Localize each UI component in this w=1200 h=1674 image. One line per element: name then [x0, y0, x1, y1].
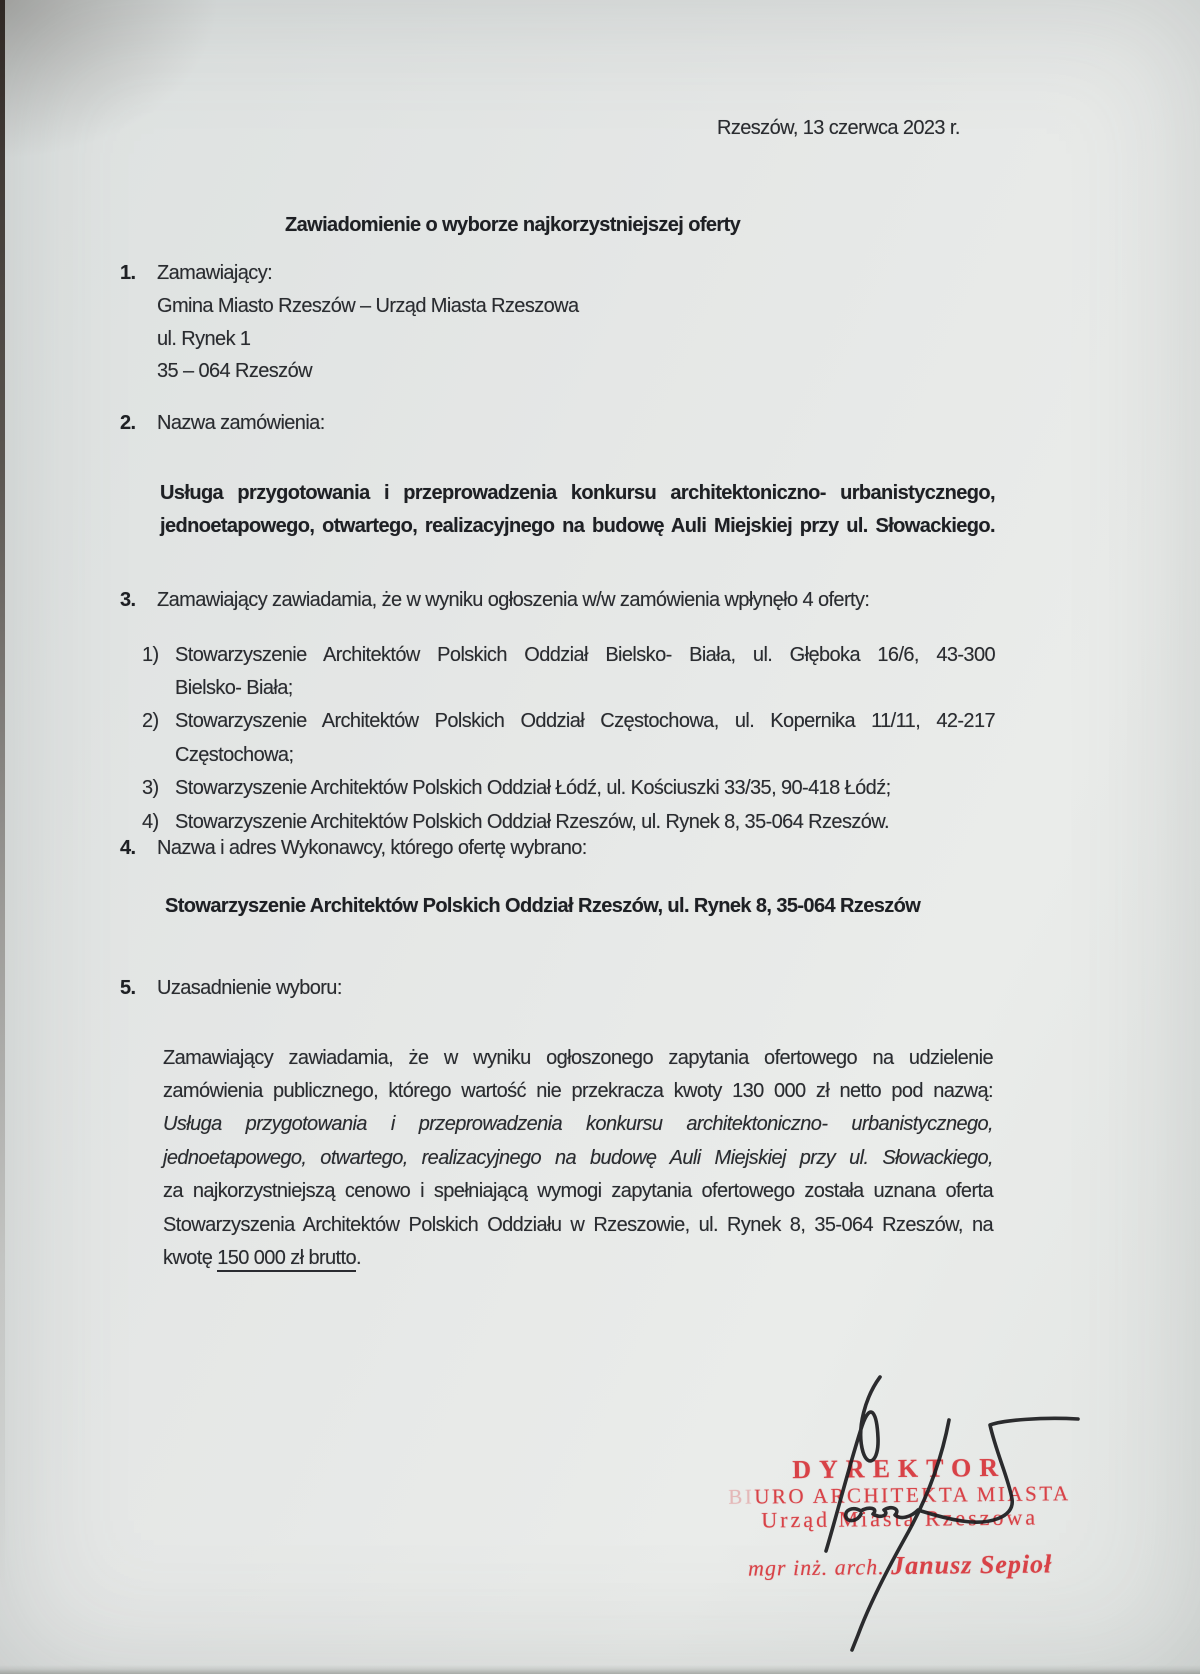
bottom-scan-edge: [0, 1665, 1200, 1674]
amount-suffix: .: [356, 1247, 361, 1269]
buyer-street-line: ul. Rynek 1: [157, 328, 251, 350]
section-3-heading: Zamawiający zawiadamia, że w wyniku ogłoszenia w/w zamówienia wpłynęło 4 oferty:: [157, 589, 870, 611]
section-3-number: 3.: [120, 589, 136, 611]
section-4-heading: Nazwa i adres Wykonawcy, którego ofertę wybrano:: [157, 837, 587, 859]
document-title: Zawiadomienie o wyborze najkorzystniejszej oferty: [285, 214, 741, 236]
buyer-name-line: Gmina Miasto Rzeszów – Urząd Miasta Rzeszowa: [157, 295, 579, 317]
section-4-number: 4.: [120, 837, 136, 859]
section-2-number: 2.: [120, 412, 136, 434]
offer-1-line-2: Bielsko- Biała;: [175, 677, 293, 699]
stamp-bureau-text: URO ARCHITEKTA MIASTA: [754, 1481, 1071, 1509]
offer-3-line-1: Stowarzyszenie Architektów Polskich Oddział Łódź, ul. Kościuszki 33/35, 90-418 Łódź;: [175, 777, 891, 799]
selected-contractor-line: Stowarzyszenie Architektów Polskich Oddział Rzeszów, ul. Rynek 8, 35-064 Rzeszów: [165, 895, 921, 917]
buyer-city-line: 35 – 064 Rzeszów: [157, 360, 312, 382]
offer-1-line-1: Stowarzyszenie Architektów Polskich Oddział Bielsko- Biała, ul. Głęboka 16/6, 43-300: [175, 644, 995, 666]
section-1-heading: Zamawiający:: [157, 262, 273, 284]
stamp-director-line: DYREKTOR: [792, 1452, 1007, 1485]
order-name-line-2: jednoetapowego, otwartego, realizacyjnego na budowę Auli Miejskiej przy ul. Słowackiego.: [160, 515, 995, 537]
stamp-signatory-name: Janusz Sepioł: [891, 1549, 1053, 1581]
justification-line-3: Usługa przygotowania i przeprowadzenia konkursu architektoniczno- urbanistycznego,: [163, 1113, 993, 1135]
offer-3-marker: 3): [142, 777, 159, 799]
section-1-number: 1.: [120, 262, 136, 284]
stamp-bureau-line: [699, 1483, 1099, 1508]
justification-line-4: jednoetapowego, otwartego, realizacyjnego na budowę Auli Miejskiej przy ul. Słowackiego,: [163, 1147, 993, 1169]
section-5-heading: Uzasadnienie wyboru:: [157, 977, 342, 999]
stamp-office-line: Urząd Miasta Rzeszowa: [761, 1504, 1039, 1533]
offer-1-marker: 1): [142, 644, 159, 666]
amount-underlined: 150 000 zł brutto: [217, 1247, 356, 1272]
amount-prefix: kwotę: [163, 1247, 218, 1269]
stamp-bureau-faded-letters: BI: [728, 1484, 755, 1509]
offer-2-marker: 2): [142, 710, 159, 732]
left-scan-edge: [0, 0, 5, 1674]
justification-line-5: za najkorzystniejszą cenowo i spełniającą wymogi zapytania ofertowego została uznana oferta: [163, 1180, 993, 1202]
offer-4-line-1: Stowarzyszenie Architektów Polskich Oddział Rzeszów, ul. Rynek 8, 35-064 Rzeszów.: [175, 811, 889, 833]
justification-line-2: zamówienia publicznego, którego wartość nie przekracza kwoty 130 000 zł netto pod nazwą:: [163, 1080, 993, 1102]
justification-line-6: Stowarzyszenia Architektów Polskich Oddziału w Rzeszowie, ul. Rynek 8, 35-064 Rzeszów, na: [163, 1214, 993, 1236]
date-line: Rzeszów, 13 czerwca 2023 r.: [717, 117, 960, 139]
offer-2-line-2: Częstochowa;: [175, 744, 294, 766]
justification-last-line: [163, 1242, 361, 1276]
offer-2-line-1: Stowarzyszenie Architektów Polskich Oddział Częstochowa, ul. Kopernika 11/11, 42-217: [175, 710, 995, 732]
stamp-signatory-titles: mgr inż. arch.: [747, 1554, 892, 1581]
stamp: [699, 1450, 1101, 1644]
scan-corner-shadow: [0, 0, 220, 160]
stamp-signatory-line: [700, 1550, 1100, 1583]
section-5-number: 5.: [120, 977, 136, 999]
justification-line-1: Zamawiający zawiadamia, że w wyniku ogłoszonego zapytania ofertowego na udzielenie: [163, 1047, 993, 1069]
order-name-line-1: Usługa przygotowania i przeprowadzenia konkursu architektoniczno- urbanistycznego,: [160, 482, 995, 504]
offer-4-marker: 4): [142, 811, 159, 833]
section-2-heading: Nazwa zamówienia:: [157, 412, 325, 434]
